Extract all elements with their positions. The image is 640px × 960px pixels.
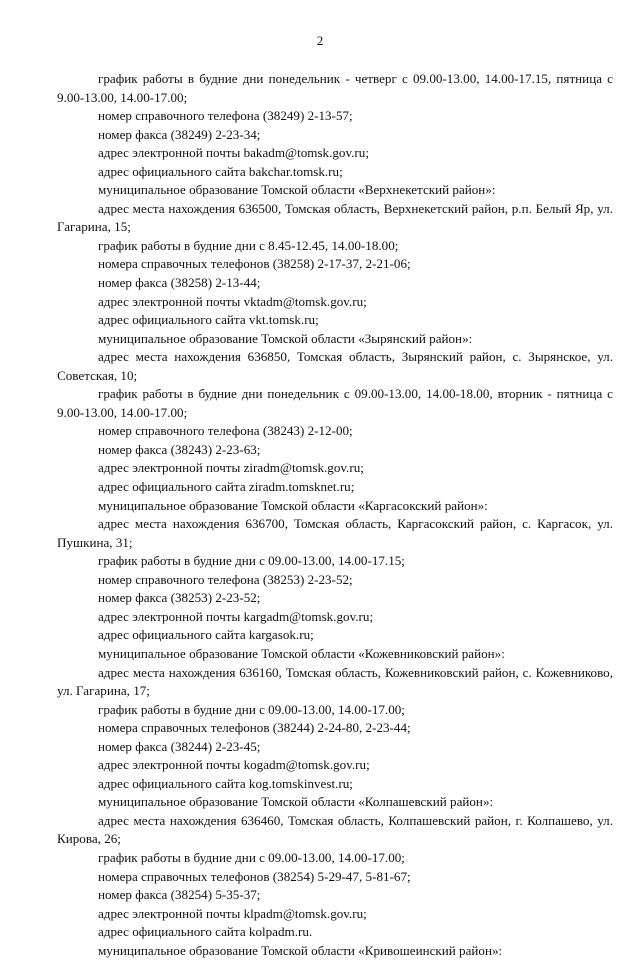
paragraph: адрес официального сайта bakchar.tomsk.ru; bbox=[98, 163, 343, 179]
page-number: 2 bbox=[316, 33, 324, 48]
paragraph: номера справочных телефонов (38244) 2-24-80, 2-23-44; bbox=[98, 720, 411, 736]
paragraph: адрес места нахождения 636460, Томская область, Колпашевский район, г. Колпашево, ул. Кирова, 26; bbox=[57, 812, 613, 847]
paragraph: адрес официального сайта kog.tomskinvest.ru; bbox=[98, 775, 353, 791]
paragraph: адрес официального сайта kargasok.ru; bbox=[98, 627, 314, 643]
paragraph: адрес места нахождения 636850, Томская область, Зырянский район, с. Зырянское, ул. Советская, 10; bbox=[57, 349, 613, 383]
paragraph: муниципальное образование Томской области «Кожевниковский район»: bbox=[98, 645, 505, 661]
paragraph: муниципальное образование Томской области «Верхнекетский район»: bbox=[98, 182, 496, 198]
paragraph: номер факса (38258) 2-13-44; bbox=[98, 275, 261, 291]
paragraph: адрес официального сайта ziradm.tomsknet.ru; bbox=[98, 479, 355, 495]
paragraph: адрес электронной почты klpadm@tomsk.gov.ru; bbox=[98, 905, 367, 921]
paragraph: адрес электронной почты ziradm@tomsk.gov.ru; bbox=[98, 460, 364, 476]
paragraph: номер факса (38253) 2-23-52; bbox=[98, 590, 261, 606]
paragraph: номер справочного телефона (38249) 2-13-57; bbox=[98, 108, 353, 124]
paragraph: график работы в будние дни с 09.00-13.00, 14.00-17.15; bbox=[98, 553, 405, 569]
paragraph: номер факса (38249) 2-23-34; bbox=[98, 126, 261, 142]
paragraph: адрес электронной почты kargadm@tomsk.gov.ru; bbox=[98, 608, 374, 624]
paragraph: адрес места нахождения 636700, Томская область, Каргасокский район, с. Каргасок, ул. Пушкина, 31; bbox=[57, 516, 613, 550]
paragraph: адрес электронной почты kogadm@tomsk.gov.ru; bbox=[98, 757, 370, 773]
paragraph: график работы в будние дни понедельник с 09.00-13.00, 14.00-18.00, вторник - пятница с 9.00-13.00, 14.00-17.00; bbox=[57, 386, 613, 420]
paragraph: адрес официального сайта kolpadm.ru. bbox=[98, 924, 313, 940]
paragraph: адрес электронной почты vktadm@tomsk.gov.ru; bbox=[98, 293, 367, 309]
paragraph: адрес места нахождения 636160, Томская область, Кожевниковский район, с. Кожевниково, ул. Гагарина, 17; bbox=[57, 664, 613, 699]
paragraph: адрес электронной почты bakadm@tomsk.gov.ru; bbox=[98, 145, 369, 161]
paragraph: график работы в будние дни понедельник - четверг с 09.00-13.00, 14.00-17.15, пятница с 9.00-13.00, 14.00-17.00; bbox=[57, 71, 613, 105]
paragraph: муниципальное образование Томской области «Кривошеинский район»: bbox=[98, 942, 503, 958]
paragraph: адрес официального сайта vkt.tomsk.ru; bbox=[98, 312, 319, 328]
paragraph: номер факса (38244) 2-23-45; bbox=[98, 738, 261, 754]
document-body bbox=[57, 70, 613, 960]
paragraph: номер справочного телефона (38243) 2-12-00; bbox=[98, 423, 353, 439]
paragraph: адрес места нахождения 636500, Томская область, Верхнекетский район, р.п. Белый Яр, ул. Гагарина, 15; bbox=[57, 200, 613, 235]
paragraph: муниципальное образование Томской области «Каргасокский район»: bbox=[98, 497, 488, 513]
paragraph: номер справочного телефона (38253) 2-23-52; bbox=[98, 571, 353, 587]
paragraph: график работы в будние дни с 09.00-13.00, 14.00-17.00; bbox=[98, 849, 405, 865]
paragraph: номера справочных телефонов (38258) 2-17-37, 2-21-06; bbox=[98, 256, 411, 272]
paragraph: график работы в будние дни с 09.00-13.00, 14.00-17.00; bbox=[98, 701, 405, 717]
paragraph: муниципальное образование Томской области «Зырянский район»: bbox=[98, 330, 473, 346]
paragraph: муниципальное образование Томской области «Колпашевский район»: bbox=[98, 794, 494, 810]
paragraph: номер факса (38254) 5-35-37; bbox=[98, 887, 261, 903]
paragraph: график работы в будние дни с 8.45-12.45, 14.00-18.00; bbox=[98, 237, 399, 253]
paragraph: номера справочных телефонов (38254) 5-29-47, 5-81-67; bbox=[98, 868, 411, 884]
paragraph: номер факса (38243) 2-23-63; bbox=[98, 441, 261, 457]
